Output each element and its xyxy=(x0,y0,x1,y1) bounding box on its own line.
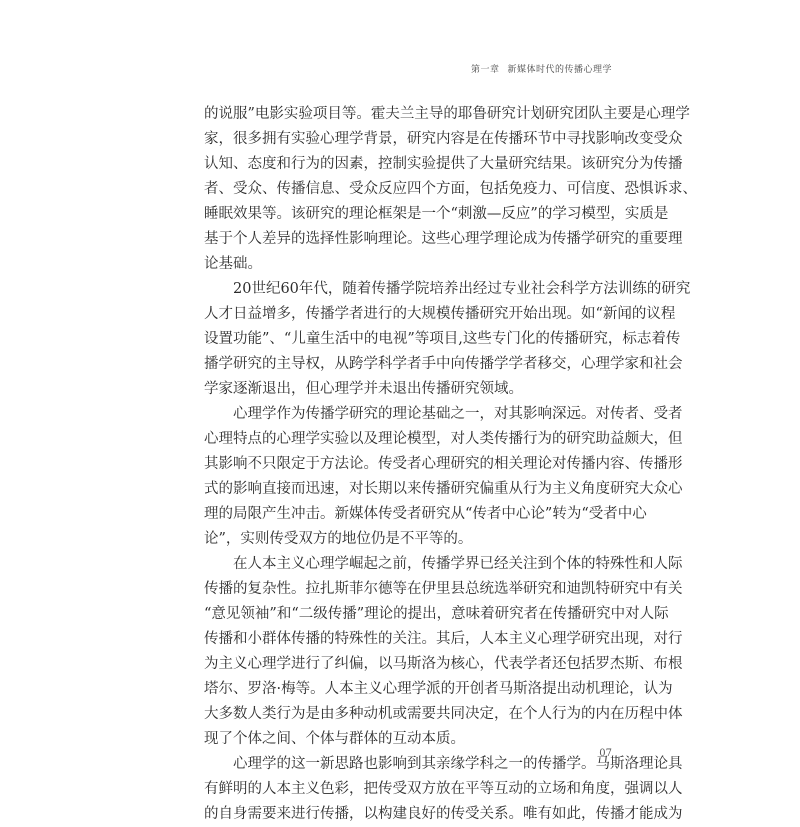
text-line: 论”，实则传受双方的地位仍是不平等的。 xyxy=(204,531,473,547)
text-line: 传播和小群体传播的特殊性的关注。其后，人本主义心理学研究出现，对行 xyxy=(204,631,683,647)
text-line: 理的局限产生冲击。新媒体传受者研究从“传者中心论”转为“受者中心 xyxy=(204,506,647,522)
text-line: 传播的复杂性。拉扎斯菲尔德等在伊里县总统选举研究和迪凯特研究中有关 xyxy=(204,581,683,597)
text-line: 现了个体之间、个体与群体的互动本质。 xyxy=(204,731,465,747)
text-line: 睡眠效果等。该研究的理论框架是一个“刺激—反应”的学习模型，实质是 xyxy=(204,206,669,222)
text-line: 为主义心理学进行了纠偏，以马斯洛为核心，代表学者还包括罗杰斯、布根 xyxy=(204,656,683,672)
text-line: 的说服”电影实验项目等。霍夫兰主导的耶鲁研究计划研究团队主要是心理学 xyxy=(204,106,690,122)
text-line: 论基础。 xyxy=(204,256,262,272)
text-line: 在人本主义心理学崛起之前，传播学界已经关注到个体的特殊性和人际 xyxy=(204,556,683,572)
text-line: 心理学的这一新思路也影响到其亲缘学科之一的传播学。马斯洛理论具 xyxy=(204,756,683,772)
chapter-title: 新媒体时代的传播心理学 xyxy=(507,65,612,75)
text-line: 有鲜明的人本主义色彩，把传受双方放在平等互动的立场和角度，强调以人 xyxy=(204,781,683,797)
text-line: 家，很多拥有实验心理学背景，研究内容是在传播环节中寻找影响改变受众 xyxy=(204,131,683,147)
running-header xyxy=(471,62,612,75)
body-text xyxy=(204,102,697,827)
text-line: 的自身需要来进行传播，以构建良好的传受关系。唯有如此，传播才能成为 xyxy=(204,806,683,822)
text-line: 者、受众、传播信息、受众反应四个方面，包括免疫力、可信度、恐惧诉求、 xyxy=(204,181,697,197)
text-line: 学家逐渐退出，但心理学并未退出传播研究领域。 xyxy=(204,381,523,397)
text-line: 塔尔、罗洛·梅等。人本主义心理学派的开创者马斯洛提出动机理论，认为 xyxy=(204,681,673,697)
text-line: 人才日益增多，传播学者进行的大规模传播研究开始出现。如“新闻的议程 xyxy=(204,306,676,322)
text-line: 认知、态度和行为的因素，控制实验提供了大量研究结果。该研究分为传播 xyxy=(204,156,683,172)
text-line: 大多数人类行为是由多种动机或需要共同决定，在个人行为的内在历程中体 xyxy=(204,706,683,722)
text-line: 心理学作为传播学研究的理论基础之一，对其影响深远。对传者、受者 xyxy=(204,406,683,422)
text-line: 式的影响直接而迅速，对长期以来传播研究偏重从行为主义角度研究大众心 xyxy=(204,481,683,497)
text-line: 播学研究的主导权，从跨学科学者手中向传播学学者移交，心理学家和社会 xyxy=(204,356,683,372)
text-line: 其影响不只限定于方法论。传受者心理研究的相关理论对传播内容、传播形 xyxy=(204,456,683,472)
text-line: 基于个人差异的选择性影响理论。这些心理学理论成为传播学研究的重要理 xyxy=(204,231,683,247)
page-number: 07 xyxy=(599,748,612,759)
text-line: 设置功能”、“儿童生活中的电视”等项目,这些专门化的传播研究，标志着传 xyxy=(204,331,681,347)
chapter-label: 第一章 xyxy=(470,65,500,75)
text-line: 20世纪60年代，随着传播学院培养出经过专业社会科学方法训练的研究 xyxy=(204,281,691,297)
text-line: 心理特点的心理学实验以及理论模型，对人类传播行为的研究助益颇大，但 xyxy=(204,431,683,447)
text-line: “意见领袖”和“二级传播”理论的提出，意味着研究者在传播研究中对人际 xyxy=(204,606,669,622)
